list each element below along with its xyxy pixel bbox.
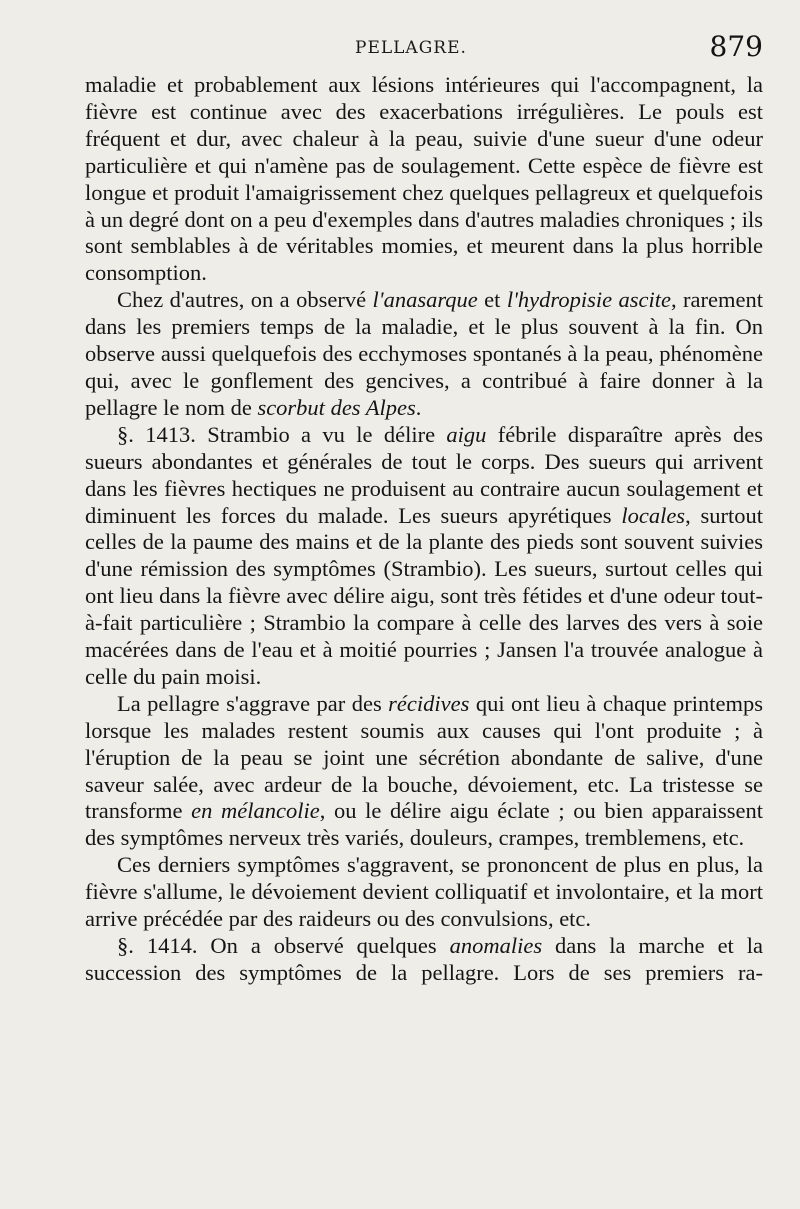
italic-text: en mélancolie <box>191 798 320 824</box>
italic-text: récidives <box>388 690 470 716</box>
running-title: PELLAGRE. <box>355 38 467 58</box>
text-run: , rarement dans les premiers temps de la maladie, et le plus souvent à la fin. On observe aussi quelquefois des ecchymoses spontanés à la peau, phénomène qui, avec le gonflement des gencives, a contribué à faire donner à la pellagre le nom de <box>85 287 764 420</box>
body-text <box>85 72 763 987</box>
italic-text: aigu <box>446 421 487 447</box>
text-run: Chez d'autres, on a observé <box>117 287 373 313</box>
text-run: dans la marche et la succession des symptômes de la pellagre. Lors de ses premiers ra- <box>85 933 763 985</box>
italic-text: locales <box>621 502 686 528</box>
text-run: qui ont lieu à chaque printemps lorsque les malades restent soumis aux causes qui l'ont produite ; à l'éruption de la peau se joint une sécrétion abondante de salive, d'une saveur salée, avec ardeur de la bouche, dévoiement, etc. La tristesse se transforme <box>85 690 764 824</box>
paragraph <box>85 933 763 987</box>
text-run: , ou le délire aigu éclate ; ou bien apparaissent des symptômes nerveux très variés, douleurs, crampes, tremblemens, etc. <box>85 798 763 851</box>
italic-text: l'anasarque <box>372 287 478 313</box>
text-run: §. 1414. On a observé quelques <box>117 933 450 958</box>
text-run: §. 1413. Strambio a vu le délire <box>117 421 447 447</box>
paragraph <box>85 691 763 852</box>
text-run: , surtout celles de la paume des mains et de la plante des pieds sont souvent suivies d'une rémission des symptômes (Strambio). Les sueurs, surtout celles qui ont lieu dans la fièvre avec délire aigu, sont très fétides et d'une odeur tout-à-fait particulière ; Strambio la compare à celle des larves des vers à soie macérées dans de l'eau et à moitié pourries ; Jansen l'a trouvée analogue à celle du pain moisi. <box>85 502 763 689</box>
text-run: et <box>477 287 507 313</box>
page-header <box>85 32 765 72</box>
italic-text: anomalies <box>449 933 543 958</box>
italic-text: l'hydropisie ascite <box>506 287 671 313</box>
paragraph <box>85 852 763 933</box>
text-run: Ces derniers symptômes s'aggravent, se prononcent de plus en plus, la fièvre s'allume, le dévoiement devient colliquatif et involontaire, et la mort arrive précédée par des raideurs ou des convulsions, etc. <box>85 852 763 932</box>
page-number: 879 <box>709 30 763 63</box>
text-run: La pellagre s'aggrave par des <box>117 690 389 716</box>
paragraph <box>85 72 763 287</box>
italic-text: scorbut des Alpes <box>257 394 416 420</box>
paragraph <box>85 422 763 691</box>
paragraph <box>85 287 763 422</box>
text-run: fébrile disparaître après des sueurs abondantes et générales de tout le corps. Des sueurs qui arrivent dans les fièvres hectiques ne produisent au contraire aucun soulagement et diminuent les forces du malade. Les sueurs apyrétiques <box>85 421 763 528</box>
text-run: . <box>415 394 422 420</box>
text-run: maladie et probablement aux lésions intérieures qui l'accompagnent, la fièvre est continue avec des exacerbations irrégulières. Le pouls est fréquent et dur, avec chaleur à la peau, suivie d'une sueur d'une odeur particulière et qui n'amène pas de soulagement. Cette espèce de fièvre est longue et produit l'amaigrissement chez quelques pellagreux et quelquefois à un degré dont on a peu d'exemples dans d'autres maladies chroniques ; ils sont semblables à de véritables momies, et meurent dans la plus horrible consomption. <box>85 72 763 286</box>
